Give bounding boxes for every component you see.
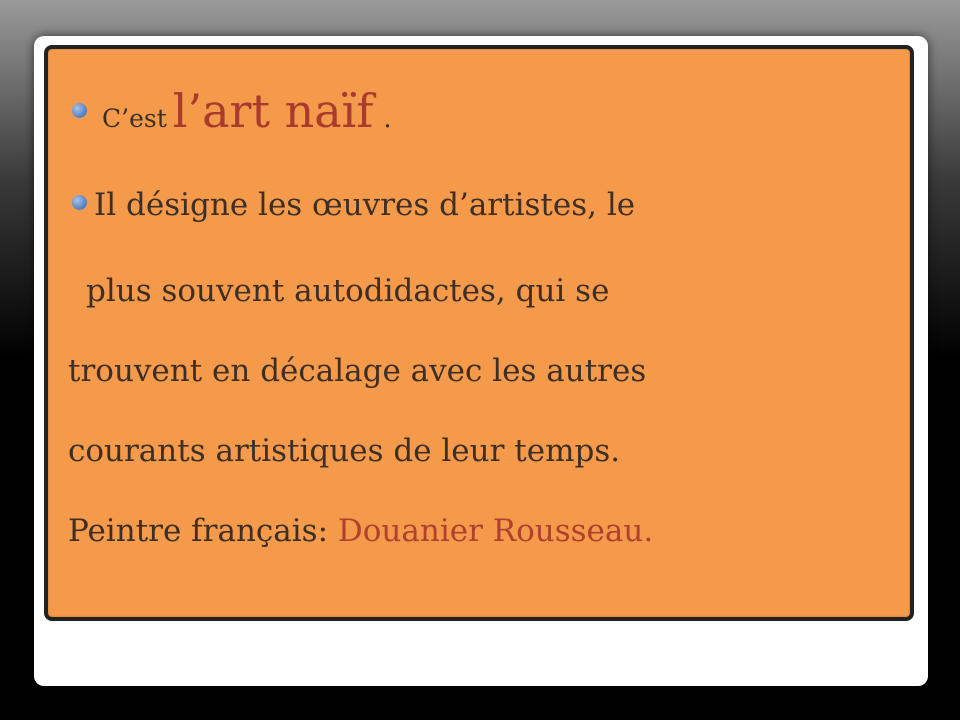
- content-frame: [44, 45, 914, 621]
- bullet-dot-icon: [72, 103, 87, 118]
- painter-label: Peintre français:: [68, 513, 329, 549]
- painter-line: [68, 511, 653, 551]
- bullet-line-1: [102, 81, 392, 149]
- slide-card: [34, 36, 928, 686]
- bullet1-prefix: C’est: [102, 104, 167, 133]
- bullet2-line-2: plus souvent autodidactes, qui se: [86, 273, 610, 309]
- painter-name: Douanier Rousseau.: [337, 513, 654, 549]
- bullet1-highlight: l’art naïf: [172, 84, 374, 138]
- bullet2-line-1: Il désigne les œuvres d’artistes, le: [94, 187, 636, 223]
- content-panel: [48, 49, 910, 617]
- bullet2-line-4: courants artistiques de leur temps.: [68, 433, 621, 469]
- bullet2-line-3: trouvent en décalage avec les autres: [68, 353, 647, 389]
- bullet-dot-icon: [72, 195, 87, 210]
- bullet1-suffix: .: [383, 104, 392, 134]
